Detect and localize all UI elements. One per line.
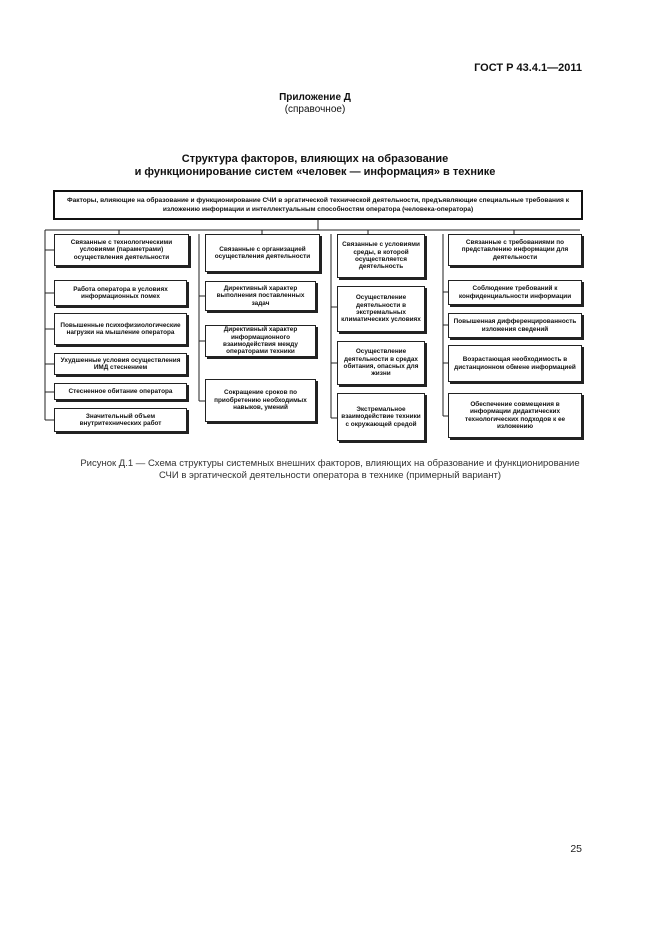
col3-item-1: Осуществление деятельности в экстремальных климатических условиях <box>337 286 425 332</box>
page-number: 25 <box>570 843 582 855</box>
col4-item-3: Возрастающая необходимость в дистанционном обмене информацией <box>448 345 582 382</box>
col1-item-4: Стесненное обитание оператора <box>54 383 187 400</box>
col1-header-box: Связанные с технологическими условиями (параметрами) осуществления деятельности <box>54 234 189 266</box>
diagram-root-box: Факторы, влияющие на образование и функционирование СЧИ в эргатической технической деятельности, предъявляющие специальные требования к изложению информации и интеллектуальным способностям оператора (человека-оператора) <box>53 190 583 220</box>
appendix-type: (справочное) <box>284 104 346 115</box>
col4-header-box: Связанные с требованиями по представлению информации для деятельности <box>448 234 582 266</box>
col2-header-box: Связанные с организацией осуществления деятельности <box>205 234 320 272</box>
figure-title-line-2: и функционирование систем «человек — информация» в технике <box>134 166 496 178</box>
col1-item-5: Значительный объем внутритехнических работ <box>54 408 187 432</box>
figure-caption <box>40 458 620 482</box>
col2-item-3: Сокращение сроков по приобретению необходимых навыков, умений <box>205 379 316 422</box>
col4-item-1: Соблюдение требований к конфиденциальности информации <box>448 280 582 305</box>
col3-item-2: Осуществление деятельности в средах обитания, опасных для жизни <box>337 341 425 385</box>
col1-item-1: Работа оператора в условиях информационных помех <box>54 280 187 306</box>
figure-caption-line-2: СЧИ в эргатической деятельности оператора в технике (примерный вариант) <box>158 470 502 481</box>
col3-item-3: Экстремальное взаимодействие техники с окружающей средой <box>337 393 425 441</box>
col2-item-2: Директивный характер информационного взаимодействия между операторами техники <box>205 325 316 357</box>
figure-caption-line-1: Рисунок Д.1 — Схема структуры системных внешних факторов, влияющих на образование и функционирование <box>80 458 580 469</box>
col4-item-2: Повышенная дифференцированность изложения сведений <box>448 313 582 338</box>
col1-item-3: Ухудшенные условия осуществления ИМД стеснением <box>54 353 187 375</box>
figure-title-line-1: Структура факторов, влияющих на образование <box>181 153 449 165</box>
standard-number: ГОСТ Р 43.4.1—2011 <box>474 62 582 74</box>
col3-header-box: Связанные с условиями среды, в которой осуществляется деятельность <box>337 234 425 278</box>
appendix-title: Приложение Д <box>279 92 351 103</box>
col4-item-4: Обеспечение совмещения в информации дидактических технологических подходов к ее изложению <box>448 393 582 438</box>
col2-item-1: Директивный характер выполнения поставленных задач <box>205 281 316 311</box>
col1-item-2: Повышенные психофизиологические нагрузки на мышление оператора <box>54 313 187 345</box>
